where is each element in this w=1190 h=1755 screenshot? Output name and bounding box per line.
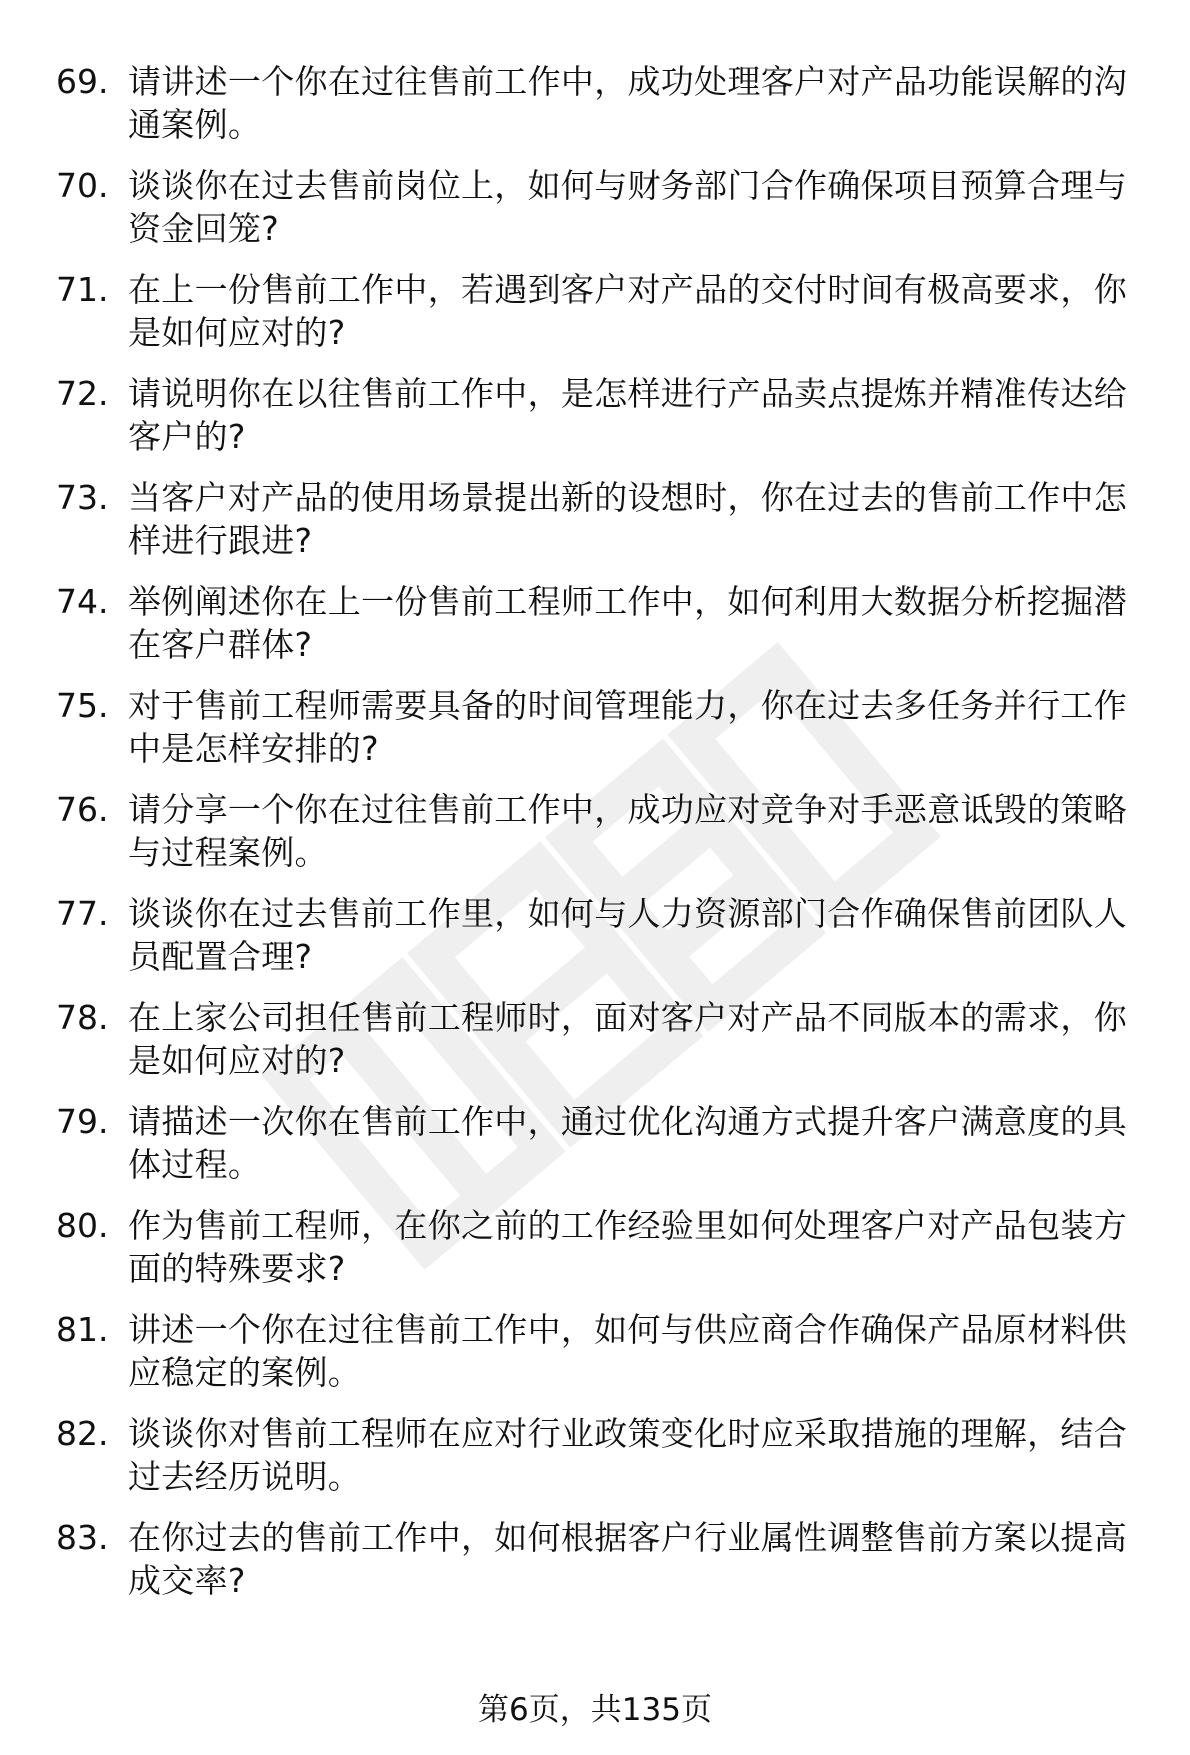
question-number: 69. <box>56 62 109 101</box>
question-number: 73. <box>56 478 109 517</box>
list-item <box>56 372 1146 458</box>
list-item <box>56 1308 1146 1394</box>
question-number: 77. <box>56 894 109 933</box>
question-text: 请分享一个你在过往售前工作中，成功应对竞争对手恶意诋毁的策略与过程案例。 <box>128 790 1127 872</box>
question-number: 82. <box>56 1414 109 1453</box>
question-text: 在上家公司担任售前工程师时，面对客户对产品不同版本的需求，你是如何应对的? <box>128 998 1127 1080</box>
list-item <box>56 476 1146 562</box>
question-number: 80. <box>56 1206 109 1245</box>
list-item <box>56 684 1146 770</box>
list-item <box>56 1204 1146 1290</box>
list-item <box>56 892 1146 978</box>
question-number: 83. <box>56 1518 109 1557</box>
question-text: 作为售前工程师，在你之前的工作经验里如何处理客户对产品包装方面的特殊要求? <box>128 1206 1127 1288</box>
question-text: 请描述一次你在售前工作中，通过优化沟通方式提升客户满意度的具体过程。 <box>128 1102 1127 1184</box>
list-item <box>56 1412 1146 1498</box>
question-list <box>56 60 1146 1620</box>
question-number: 70. <box>56 166 109 205</box>
question-number: 81. <box>56 1310 109 1349</box>
list-item <box>56 1516 1146 1602</box>
question-text: 请说明你在以往售前工作中，是怎样进行产品卖点提炼并精准传达给客户的? <box>128 374 1127 456</box>
question-text: 举例阐述你在上一份售前工程师工作中，如何利用大数据分析挖掘潜在客户群体? <box>128 582 1127 664</box>
question-text: 讲述一个你在过往售前工作中，如何与供应商合作确保产品原材料供应稳定的案例。 <box>128 1310 1127 1392</box>
list-item <box>56 788 1146 874</box>
question-text: 请讲述一个你在过往售前工作中，成功处理客户对产品功能误解的沟通案例。 <box>128 62 1127 144</box>
question-number: 71. <box>56 270 109 309</box>
question-text: 当客户对产品的使用场景提出新的设想时，你在过去的售前工作中怎样进行跟进? <box>128 478 1127 560</box>
question-number: 76. <box>56 790 109 829</box>
question-number: 74. <box>56 582 109 621</box>
question-text: 在你过去的售前工作中，如何根据客户行业属性调整售前方案以提高成交率? <box>128 1518 1127 1600</box>
list-item <box>56 580 1146 666</box>
question-number: 78. <box>56 998 109 1037</box>
question-text: 对于售前工程师需要具备的时间管理能力，你在过去多任务并行工作中是怎样安排的? <box>128 686 1127 768</box>
question-text: 谈谈你在过去售前工作里，如何与人力资源部门合作确保售前团队人员配置合理? <box>128 894 1127 976</box>
list-item <box>56 996 1146 1082</box>
list-item <box>56 268 1146 354</box>
question-number: 72. <box>56 374 109 413</box>
list-item <box>56 1100 1146 1186</box>
question-number: 79. <box>56 1102 109 1141</box>
list-item <box>56 60 1146 146</box>
list-item <box>56 164 1146 250</box>
question-text: 谈谈你对售前工程师在应对行业政策变化时应采取措施的理解，结合过去经历说明。 <box>128 1414 1127 1496</box>
page-number: 第6页，共135页 <box>478 1692 712 1728</box>
question-number: 75. <box>56 686 109 725</box>
question-text: 谈谈你在过去售前岗位上，如何与财务部门合作确保项目预算合理与资金回笼? <box>128 166 1127 248</box>
question-text: 在上一份售前工作中，若遇到客户对产品的交付时间有极高要求，你是如何应对的? <box>128 270 1127 352</box>
